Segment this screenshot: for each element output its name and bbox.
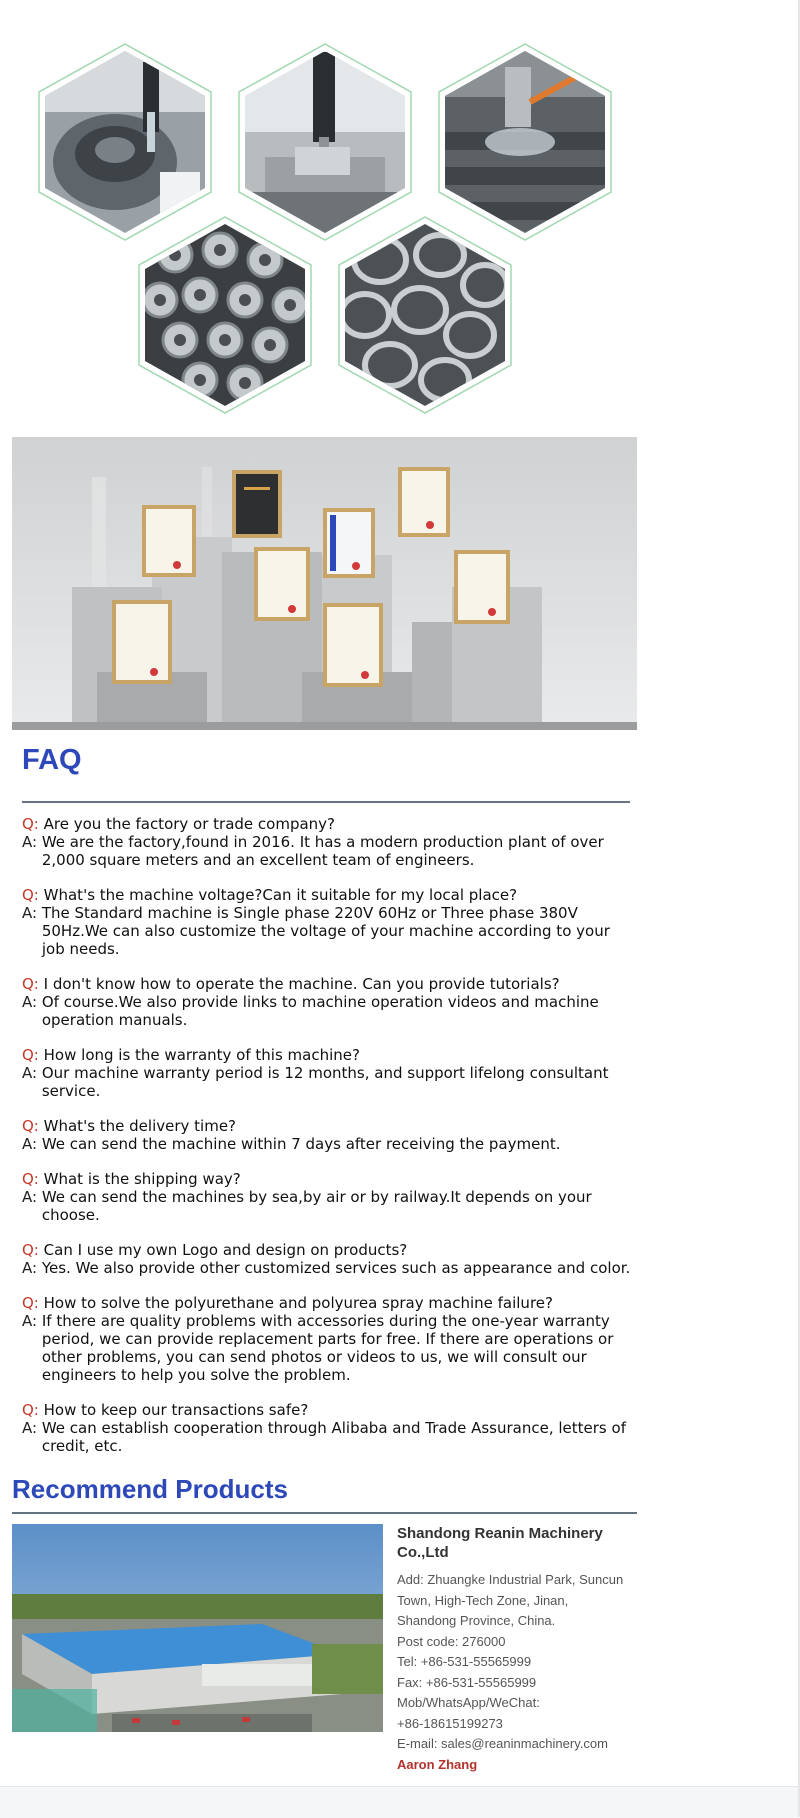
gallery-hex-vise[interactable] <box>235 42 415 242</box>
gallery-hex-lathe[interactable] <box>35 42 215 242</box>
answer-label: A: <box>22 1188 38 1206</box>
faq-answer: We can send the machines by sea,by air or by railway.It depends on your choose. <box>41 1188 592 1224</box>
lathe-turning-photo <box>35 42 215 242</box>
faq-item <box>22 1241 634 1277</box>
faq-answer: Of course.We also provide links to machine operation videos and machine operation manuals. <box>41 993 599 1029</box>
question-label: Q: <box>22 1241 39 1259</box>
gallery-hex-rings[interactable] <box>335 215 515 415</box>
faq-item <box>22 1294 634 1384</box>
faq-item <box>22 975 634 1029</box>
answer-label: A: <box>22 993 38 1011</box>
company-info <box>397 1524 637 1772</box>
faq-list <box>22 815 634 1472</box>
faq-item <box>22 1046 634 1100</box>
company-name: Shandong Reanin Machinery Co.,Ltd <box>397 1525 603 1561</box>
contact-person: Aaron Zhang <box>397 1756 478 1772</box>
faq-divider <box>22 801 630 803</box>
answer-label: A: <box>22 1259 38 1277</box>
faq-question: How to solve the polyurethane and polyurea spray machine failure? <box>43 1294 553 1312</box>
milling-coolant-photo <box>435 42 615 242</box>
faq-question: How to keep our transactions safe? <box>43 1401 309 1419</box>
faq-question: What's the machine voltage?Can it suitable for my local place? <box>43 886 518 904</box>
certificate-display-photo <box>12 437 637 730</box>
recommend-divider <box>12 1512 637 1514</box>
faq-answer: Yes. We also provide other customized services such as appearance and color. <box>41 1259 631 1277</box>
company-address-line: Add: Zhuangke Industrial Park, Suncun <box>397 1572 624 1587</box>
question-label: Q: <box>22 1117 39 1135</box>
faq-item <box>22 886 634 958</box>
company-tel: Tel: +86-531-55565999 <box>397 1654 532 1669</box>
company-fax: Fax: +86-531-55565999 <box>397 1674 537 1690</box>
question-label: Q: <box>22 1170 39 1188</box>
answer-label: A: <box>22 904 38 922</box>
answer-label: A: <box>22 833 38 851</box>
factory-photo[interactable] <box>12 1524 383 1732</box>
answer-label: A: <box>22 1419 38 1437</box>
faq-answer: We can send the machine within 7 days after receiving the payment. <box>41 1135 561 1153</box>
cnc-vise-photo <box>235 42 415 242</box>
machined-rollers-photo <box>135 215 315 415</box>
faq-question: I don't know how to operate the machine. Can you provide tutorials? <box>43 975 560 993</box>
faq-answer: We can establish cooperation through Alibaba and Trade Assurance, letters of credit, etc. <box>41 1419 626 1455</box>
factory-aerial-photo <box>12 1524 383 1732</box>
faq-answer: If there are quality problems with accessories during the one-year warranty period, we can provide replacement parts for free. If there are operations or other problems, you can send photos or videos to us, we will consult our engineers to help you solve the problem. <box>41 1312 614 1384</box>
faq-item <box>22 1401 634 1455</box>
faq-answer: We are the factory,found in 2016. It has a modern production plant of over 2,000 square meters and an excellent team of engineers. <box>41 833 604 869</box>
answer-label: A: <box>22 1135 38 1153</box>
faq-question: Can I use my own Logo and design on products? <box>43 1241 408 1259</box>
company-address-line: Shandong Province, China. <box>397 1613 556 1628</box>
answer-label: A: <box>22 1064 38 1082</box>
faq-item <box>22 1170 634 1224</box>
gallery-hex-rollers[interactable] <box>135 215 315 415</box>
footer-bar <box>0 1786 798 1818</box>
company-address-line: Town, High-Tech Zone, Jinan, <box>397 1592 569 1608</box>
company-post-code: Post code: 276000 <box>397 1633 506 1649</box>
question-label: Q: <box>22 815 39 833</box>
faq-answer: The Standard machine is Single phase 220V 60Hz or Three phase 380V 50Hz.We can also customize the voltage of your machine according to your job needs. <box>41 904 610 958</box>
question-label: Q: <box>22 1294 39 1312</box>
faq-title: FAQ <box>22 744 82 776</box>
faq-item <box>22 1117 634 1153</box>
question-label: Q: <box>22 1046 39 1064</box>
metal-rings-photo <box>335 215 515 415</box>
answer-label: A: <box>22 1312 38 1330</box>
faq-answer: Our machine warranty period is 12 months, and support lifelong consultant service. <box>41 1064 609 1100</box>
gallery-hex-milling[interactable] <box>435 42 615 242</box>
faq-question: What is the shipping way? <box>43 1170 241 1188</box>
company-mob-number[interactable]: +86-18615199273 <box>397 1715 503 1731</box>
faq-item <box>22 815 634 869</box>
faq-question: What's the delivery time? <box>43 1117 237 1135</box>
certificates-banner <box>12 437 637 730</box>
company-mob-label: Mob/WhatsApp/WeChat: <box>397 1695 540 1710</box>
question-label: Q: <box>22 975 39 993</box>
question-label: Q: <box>22 886 39 904</box>
question-label: Q: <box>22 1401 39 1419</box>
recommend-title: Recommend Products <box>12 1474 288 1504</box>
company-email[interactable]: E-mail: sales@reaninmachinery.com <box>397 1736 608 1751</box>
faq-question: How long is the warranty of this machine? <box>43 1046 360 1064</box>
faq-question: Are you the factory or trade company? <box>43 815 336 833</box>
